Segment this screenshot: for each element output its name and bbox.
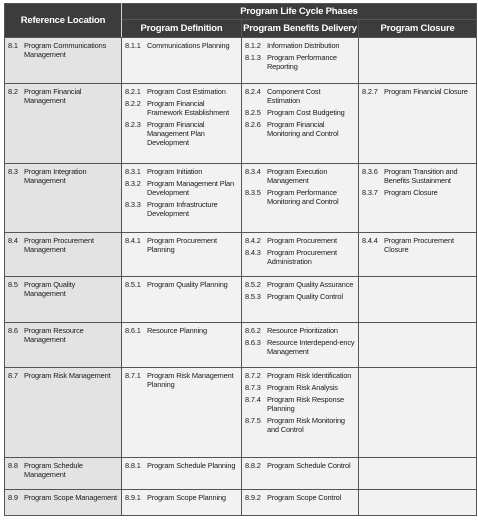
cell-content bbox=[5, 458, 121, 484]
process-entry bbox=[125, 461, 238, 470]
process-entry bbox=[8, 461, 118, 480]
table-row bbox=[5, 164, 477, 233]
program-definition-cell bbox=[122, 84, 242, 164]
section-number: 8.9.2 bbox=[245, 493, 261, 502]
program-definition-cell bbox=[122, 277, 242, 323]
process-name: Program Execution Management bbox=[267, 167, 328, 186]
process-name: Program Quality Planning bbox=[147, 280, 228, 289]
program-benefits-delivery-cell bbox=[242, 277, 359, 323]
section-number: 8.2.2 bbox=[125, 98, 141, 108]
process-entry bbox=[245, 53, 355, 72]
program-definition-cell bbox=[122, 323, 242, 368]
program-closure-cell bbox=[359, 277, 477, 323]
reference-location-cell bbox=[5, 490, 122, 516]
process-name: Program Performance Reporting bbox=[267, 52, 337, 72]
program-benefits-delivery-cell bbox=[242, 490, 359, 516]
program-definition-cell bbox=[122, 233, 242, 277]
phases-header: Program Life Cycle Phases bbox=[122, 4, 477, 20]
process-name: Program Quality Control bbox=[267, 291, 343, 301]
section-number: 8.2.6 bbox=[245, 119, 261, 129]
process-entry bbox=[245, 280, 355, 289]
cell-content bbox=[122, 164, 241, 223]
reference-location-cell bbox=[5, 458, 122, 490]
process-entry bbox=[8, 236, 118, 255]
process-entry bbox=[125, 493, 238, 502]
process-name: Information Distribution bbox=[267, 41, 340, 50]
program-definition-cell bbox=[122, 164, 242, 233]
process-entry bbox=[245, 395, 355, 414]
program-definition-cell bbox=[122, 38, 242, 84]
section-number: 8.7.3 bbox=[245, 382, 261, 392]
program-closure-cell bbox=[359, 490, 477, 516]
process-name: Program Quality Assurance bbox=[267, 280, 354, 289]
section-number: 8.3.1 bbox=[125, 167, 141, 176]
process-entry bbox=[245, 326, 355, 335]
cell-content bbox=[359, 368, 476, 373]
section-number: 8.1.1 bbox=[125, 41, 141, 50]
table-row bbox=[5, 490, 477, 516]
process-entry bbox=[362, 188, 473, 197]
cell-content bbox=[5, 38, 121, 64]
process-entry bbox=[245, 167, 355, 186]
cell-content bbox=[242, 38, 358, 76]
cell-content bbox=[5, 490, 121, 507]
process-name: Program Financial Framework Establishment bbox=[147, 98, 229, 118]
process-name: Communications Planning bbox=[147, 41, 230, 50]
process-name: Resource Planning bbox=[147, 326, 207, 335]
life-cycle-mapping-table bbox=[4, 3, 477, 516]
section-number: 8.1.3 bbox=[245, 52, 261, 62]
cell-content bbox=[5, 84, 121, 110]
section-number: 8.3 bbox=[8, 167, 18, 176]
program-closure-cell bbox=[359, 458, 477, 490]
section-number: 8.2.5 bbox=[245, 108, 261, 118]
process-entry bbox=[8, 280, 118, 299]
table-body bbox=[5, 38, 477, 516]
program-benefits-delivery-cell bbox=[242, 323, 359, 368]
cell-content bbox=[359, 490, 476, 495]
process-name: Component Cost Estimation bbox=[267, 87, 321, 106]
reference-location-header: Reference Location bbox=[5, 4, 122, 38]
process-name: Program Financial Closure bbox=[384, 87, 468, 96]
process-name: Program Risk Management bbox=[24, 371, 111, 380]
cell-content bbox=[359, 38, 476, 43]
program-definition-cell bbox=[122, 368, 242, 458]
section-number: 8.6 bbox=[8, 326, 18, 335]
process-name: Program Cost Estimation bbox=[147, 87, 226, 96]
section-number: 8.7 bbox=[8, 371, 18, 380]
process-entry bbox=[245, 461, 355, 470]
table-row bbox=[5, 84, 477, 164]
section-number: 8.1 bbox=[8, 41, 18, 50]
process-name: Program Communications Management bbox=[24, 41, 107, 60]
section-number: 8.5.3 bbox=[245, 291, 261, 301]
process-entry bbox=[362, 87, 473, 96]
program-benefits-delivery-cell bbox=[242, 38, 359, 84]
process-entry bbox=[125, 167, 238, 176]
table-row bbox=[5, 38, 477, 84]
section-number: 8.3.7 bbox=[362, 188, 378, 198]
process-name: Program Initiation bbox=[147, 167, 203, 176]
process-name: Program Procurement Planning bbox=[147, 236, 217, 255]
process-name: Resource Prioritization bbox=[267, 326, 338, 335]
reference-location-cell bbox=[5, 233, 122, 277]
process-entry bbox=[245, 248, 355, 267]
process-entry bbox=[245, 292, 355, 301]
cell-content bbox=[359, 323, 476, 328]
program-closure-header: Program Closure bbox=[359, 20, 477, 38]
cell-content bbox=[122, 233, 241, 259]
process-name: Program Risk Analysis bbox=[267, 382, 338, 392]
process-name: Program Financial Management Plan Development bbox=[147, 119, 205, 148]
section-number: 8.3.5 bbox=[245, 188, 261, 198]
reference-location-cell bbox=[5, 38, 122, 84]
process-name: Program Risk Identification bbox=[267, 371, 352, 380]
process-name: Program Risk Monitoring and Control bbox=[267, 415, 345, 434]
cell-content bbox=[242, 368, 358, 439]
cell-content bbox=[5, 164, 121, 190]
cell-content bbox=[122, 490, 241, 507]
process-entry bbox=[8, 87, 118, 106]
table-row bbox=[5, 277, 477, 323]
process-name: Program Schedule Control bbox=[267, 461, 351, 470]
program-definition-cell bbox=[122, 490, 242, 516]
process-name: Resource Interdepend-ency Management bbox=[267, 337, 355, 357]
section-number: 8.6.1 bbox=[125, 326, 141, 335]
program-definition-header: Program Definition bbox=[122, 20, 242, 38]
process-entry bbox=[125, 326, 238, 335]
cell-content bbox=[359, 164, 476, 202]
process-name: Program Resource Management bbox=[24, 326, 84, 345]
process-name: Program Quality Management bbox=[24, 280, 76, 299]
process-name: Program Infrastructure Development bbox=[147, 199, 218, 219]
section-number: 8.4.3 bbox=[245, 247, 261, 257]
process-entry bbox=[245, 371, 355, 380]
section-number: 8.2.3 bbox=[125, 119, 141, 129]
process-entry bbox=[8, 371, 118, 380]
process-entry bbox=[245, 188, 355, 207]
program-closure-cell bbox=[359, 323, 477, 368]
cell-content bbox=[122, 38, 241, 55]
cell-content bbox=[5, 233, 121, 259]
process-entry bbox=[8, 167, 118, 186]
section-number: 8.4.4 bbox=[362, 236, 378, 245]
process-name: Program Scope Management bbox=[24, 493, 117, 502]
process-name: Program Financial Monitoring and Control bbox=[267, 119, 339, 139]
cell-content bbox=[5, 277, 121, 303]
cell-content bbox=[359, 233, 476, 259]
reference-location-cell bbox=[5, 84, 122, 164]
section-number: 8.1.2 bbox=[245, 41, 261, 50]
process-entry bbox=[125, 371, 238, 390]
cell-content bbox=[5, 323, 121, 349]
program-benefits-delivery-cell bbox=[242, 164, 359, 233]
program-closure-cell bbox=[359, 84, 477, 164]
process-entry bbox=[245, 416, 355, 435]
section-number: 8.9 bbox=[8, 493, 18, 502]
section-number: 8.2 bbox=[8, 87, 18, 96]
process-entry bbox=[125, 179, 238, 198]
process-entry bbox=[245, 41, 355, 50]
process-entry bbox=[125, 200, 238, 219]
reference-location-cell bbox=[5, 164, 122, 233]
program-benefits-delivery-cell bbox=[242, 458, 359, 490]
cell-content bbox=[122, 323, 241, 340]
reference-location-cell bbox=[5, 368, 122, 458]
table-row bbox=[5, 233, 477, 277]
section-number: 8.3.3 bbox=[125, 199, 141, 209]
section-number: 8.2.4 bbox=[245, 87, 261, 96]
process-name: Program Performance Monitoring and Control bbox=[267, 188, 339, 207]
section-number: 8.7.1 bbox=[125, 371, 141, 380]
process-entry bbox=[125, 120, 238, 148]
process-name: Program Procurement Administration bbox=[267, 247, 337, 267]
section-number: 8.8 bbox=[8, 461, 18, 470]
table-row bbox=[5, 368, 477, 458]
section-number: 8.7.5 bbox=[245, 415, 261, 425]
cell-content bbox=[242, 458, 358, 475]
reference-location-cell bbox=[5, 277, 122, 323]
section-number: 8.7.2 bbox=[245, 371, 261, 380]
process-entry bbox=[125, 236, 238, 255]
section-number: 8.3.2 bbox=[125, 178, 141, 188]
program-benefits-delivery-cell bbox=[242, 368, 359, 458]
cell-content bbox=[242, 323, 358, 361]
table-row bbox=[5, 323, 477, 368]
cell-content bbox=[359, 277, 476, 282]
process-name: Program Procurement Management bbox=[24, 236, 94, 255]
process-entry bbox=[125, 87, 238, 96]
section-number: 8.9.1 bbox=[125, 493, 141, 502]
cell-content bbox=[242, 490, 358, 507]
process-entry bbox=[245, 236, 355, 245]
cell-content bbox=[359, 84, 476, 101]
program-benefits-delivery-cell bbox=[242, 233, 359, 277]
cell-content bbox=[242, 277, 358, 306]
process-entry bbox=[245, 108, 355, 117]
process-entry bbox=[362, 167, 473, 186]
process-name: Program Integration Management bbox=[24, 167, 87, 186]
section-number: 8.5.1 bbox=[125, 280, 141, 289]
process-entry bbox=[245, 120, 355, 139]
process-entry bbox=[125, 280, 238, 289]
section-number: 8.6.2 bbox=[245, 326, 261, 335]
process-name: Program Transition and Benefits Sustainment bbox=[384, 167, 458, 186]
process-name: Program Scope Planning bbox=[147, 493, 226, 502]
cell-content bbox=[5, 368, 121, 385]
process-entry bbox=[245, 493, 355, 502]
section-number: 8.4 bbox=[8, 236, 18, 245]
process-name: Program Financial Management bbox=[24, 87, 82, 106]
process-name: Program Risk Management Planning bbox=[147, 371, 234, 390]
process-name: Program Procurement Closure bbox=[384, 236, 454, 255]
cell-content bbox=[122, 458, 241, 475]
section-number: 8.4.2 bbox=[245, 236, 261, 245]
section-number: 8.3.4 bbox=[245, 167, 261, 176]
cell-content bbox=[359, 458, 476, 463]
cell-content bbox=[242, 84, 358, 143]
process-entry bbox=[8, 493, 118, 502]
section-number: 8.6.3 bbox=[245, 337, 261, 347]
process-name: Program Scope Control bbox=[267, 493, 342, 502]
process-entry bbox=[125, 99, 238, 118]
cell-content bbox=[242, 233, 358, 271]
section-number: 8.5.2 bbox=[245, 280, 261, 289]
process-name: Program Schedule Management bbox=[24, 461, 83, 480]
program-benefits-delivery-cell bbox=[242, 84, 359, 164]
section-number: 8.2.1 bbox=[125, 87, 141, 96]
process-name: Program Procurement bbox=[267, 236, 337, 245]
cell-content bbox=[122, 277, 241, 294]
table-row bbox=[5, 458, 477, 490]
section-number: 8.8.1 bbox=[125, 461, 141, 470]
process-name: Program Risk Response Planning bbox=[267, 394, 344, 413]
program-closure-cell bbox=[359, 38, 477, 84]
program-benefits-delivery-header: Program Benefits Delivery bbox=[242, 20, 359, 38]
process-entry bbox=[362, 236, 473, 255]
process-name: Program Schedule Planning bbox=[147, 461, 236, 470]
process-entry bbox=[8, 41, 118, 60]
program-closure-cell bbox=[359, 164, 477, 233]
process-entry bbox=[245, 87, 355, 106]
program-definition-cell bbox=[122, 458, 242, 490]
cell-content bbox=[122, 368, 241, 394]
program-closure-cell bbox=[359, 368, 477, 458]
process-entry bbox=[8, 326, 118, 345]
process-name: Program Closure bbox=[384, 188, 438, 198]
cell-content bbox=[122, 84, 241, 152]
cell-content bbox=[242, 164, 358, 211]
reference-location-cell bbox=[5, 323, 122, 368]
program-closure-cell bbox=[359, 233, 477, 277]
section-number: 8.5 bbox=[8, 280, 18, 289]
process-name: Program Management Plan Development bbox=[147, 178, 234, 198]
section-number: 8.7.4 bbox=[245, 394, 261, 404]
section-number: 8.2.7 bbox=[362, 87, 378, 96]
section-number: 8.8.2 bbox=[245, 461, 261, 470]
process-entry bbox=[245, 383, 355, 392]
section-number: 8.3.6 bbox=[362, 167, 378, 176]
process-entry bbox=[125, 41, 238, 50]
process-name: Program Cost Budgeting bbox=[267, 108, 345, 118]
process-entry bbox=[245, 338, 355, 357]
section-number: 8.4.1 bbox=[125, 236, 141, 245]
table-header bbox=[5, 4, 477, 38]
